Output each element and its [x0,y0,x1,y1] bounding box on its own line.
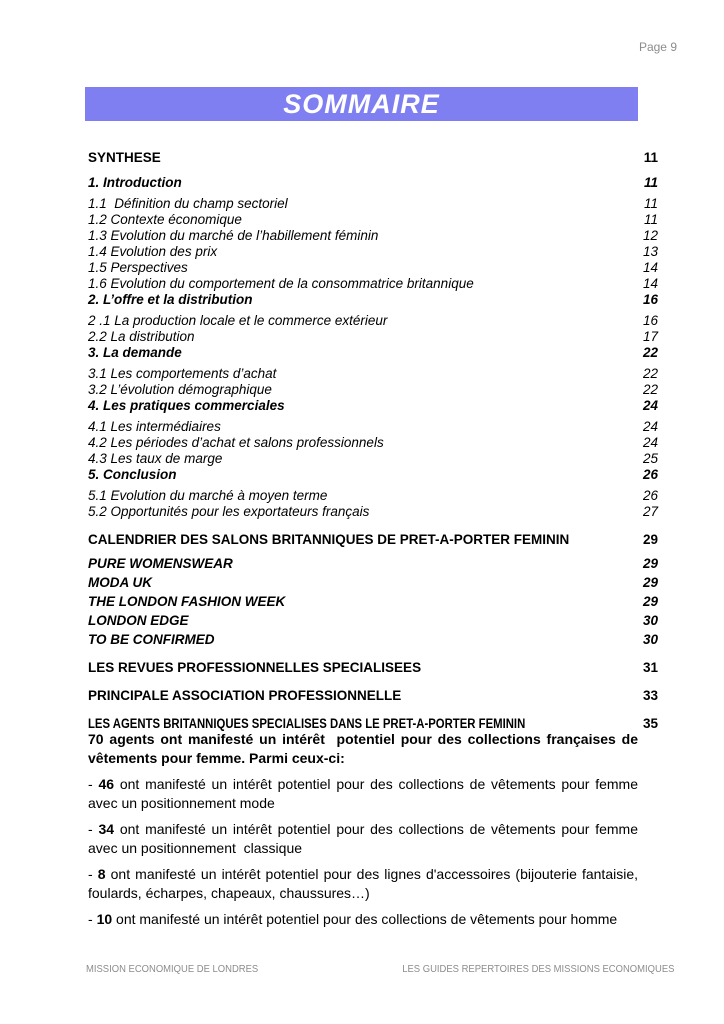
toc-entry-page: 24 [642,398,658,413]
paragraph-dash: - [88,911,97,927]
toc-entry-page: 30 [642,613,658,628]
toc-entry-page: 22 [642,382,658,397]
toc-entry-label: 1.1 Définition du champ sectoriel [88,196,288,211]
toc-entry [88,196,658,212]
toc-entry-page: 29 [642,575,658,590]
paragraph-number: 8 [97,866,106,882]
toc-entry-page: 12 [642,228,658,243]
toc-entry-label: TO BE CONFIRMED [88,632,215,647]
toc-entry [88,398,658,414]
toc-entry [88,244,658,260]
toc-entry-label: 3.2 L’évolution démographique [88,382,272,397]
toc-entry [88,435,658,451]
toc-entry-label: 2 .1 La production locale et le commerce extérieur [88,313,388,328]
paragraph-dash: - [88,776,99,792]
toc-entry [88,575,658,591]
toc-entry [88,150,658,166]
toc-entry-label: LONDON EDGE [88,613,189,628]
toc-entry [88,292,658,308]
toc-entry [88,451,658,467]
paragraph [88,730,642,768]
toc-entry [88,613,658,629]
toc-entry-label: 1.6 Evolution du comportement de la consommatrice britannique [88,276,474,291]
toc-entry-page: 30 [642,632,658,647]
footer-left-label: MISSION ECONOMIQUE DE LONDRES [86,963,259,975]
toc-entry [88,329,658,345]
toc-entry-page: 13 [642,244,658,259]
toc-entry-label: 1.4 Evolution des prix [88,244,218,259]
footer [86,963,674,975]
paragraph-text: ont manifesté un intérêt potentiel pour des lignes d'accessoires (bijouterie fantaisie, foulards, écharpes, chapeaux, chaussures…) [88,866,642,901]
toc-entry-label: 2.2 La distribution [88,329,195,344]
paragraph-number: 70 [88,731,104,747]
toc-entry [88,228,658,244]
toc-entry-page: 11 [643,175,658,190]
toc-entry-label: 3.1 Les comportements d’achat [88,366,277,381]
toc-entry-label: 5. Conclusion [88,467,177,482]
toc-entry-page: 29 [642,532,658,547]
toc-entry [88,419,658,435]
toc-entry [88,660,658,676]
page-number-label: Page 9 [638,40,677,54]
paragraph [88,865,642,903]
summary-paragraphs [88,730,642,929]
toc-entry-page: 11 [643,150,658,165]
toc-entry-label: PRINCIPALE ASSOCIATION PROFESSIONNELLE [88,688,402,703]
toc-entry-page: 22 [642,345,658,360]
toc-entry [88,688,658,704]
toc-entry-label: 4. Les pratiques commerciales [88,398,285,413]
paragraph-number: 10 [96,911,113,927]
paragraph-dash: - [88,866,98,882]
toc-entry [88,488,658,504]
toc-entry-page: 26 [642,488,658,503]
paragraph [88,820,642,858]
toc-entry-label: 4.1 Les intermédiaires [88,419,221,434]
paragraph-text: ont manifesté un intérêt potentiel pour des collections de vêtements pour femme avec un positionnement classique [88,821,642,856]
toc-entry [88,260,658,276]
toc-entry-page: 16 [642,292,658,307]
toc-entry-page: 29 [642,594,658,609]
toc-entry-page: 31 [642,660,658,675]
paragraph [88,775,642,813]
toc-entry [88,632,658,648]
toc-entry-page: 17 [642,329,658,344]
toc-entry [88,594,658,610]
paragraph [88,910,638,929]
toc-entry [88,345,658,361]
paragraph-text: ont manifesté un intérêt potentiel pour des collections de vêtements pour homme [112,911,618,927]
toc-entry-label: 1.3 Evolution du marché de l’habillement féminin [88,228,379,243]
toc-entry [88,382,658,398]
toc-entry-label: 1.2 Contexte économique [88,212,242,227]
toc-entry [88,366,658,382]
toc-entry-page: 11 [643,196,658,211]
toc-entry-label: 3. La demande [88,345,182,360]
toc-entry-page: 29 [642,556,658,571]
toc-entry-page: 24 [642,419,658,434]
toc-entry [88,175,658,191]
toc-entry-label: PURE WOMENSWEAR [88,556,233,571]
toc-entry [88,212,658,228]
toc-entry [88,313,658,329]
toc-entry-page: 14 [642,260,658,275]
toc-entry-label: 1.5 Perspectives [88,260,188,275]
paragraph-number: 34 [98,821,115,837]
footer-right-label: LES GUIDES REPERTOIRES DES MISSIONS ECONOMIQUES [401,963,674,975]
toc-entry [88,532,658,548]
toc-entry-page: 35 [642,716,658,731]
toc-entry [88,467,658,483]
toc-entry-label: 2. L’offre et la distribution [88,292,253,307]
toc-entry-label: CALENDRIER DES SALONS BRITANNIQUES DE PRET-A-PORTER FEMININ [88,532,570,547]
paragraph-dash: - [88,821,99,837]
toc-entry [88,556,658,572]
sommaire-banner [85,87,638,121]
toc-entry-page: 22 [642,366,658,381]
toc-entry-label: LES AGENTS BRITANNIQUES SPECIALISES DANS LE PRET-A-PORTER FEMININ [88,716,526,731]
toc-entry-page: 33 [642,688,658,703]
toc-entry-label: THE LONDON FASHION WEEK [88,594,286,609]
paragraph-number: 46 [98,776,115,792]
toc-entry-label: 4.3 Les taux de marge [88,451,223,466]
toc-entry-label: 1. Introduction [88,175,182,190]
toc-entry-page: 11 [643,212,658,227]
toc-entry-label: 4.2 Les périodes d’achat et salons professionnels [88,435,384,450]
toc-entry-page: 14 [642,276,658,291]
toc-entry-label: LES REVUES PROFESSIONNELLES SPECIALISEES [88,660,422,675]
toc-entry-label: 5.1 Evolution du marché à moyen terme [88,488,328,503]
toc-entry-page: 26 [642,467,658,482]
toc-entry-page: 27 [642,504,658,519]
paragraph-text: agents ont manifesté un intérêt potentiel pour des collections françaises de vêtements pour femme. Parmi ceux-ci: [88,731,642,766]
toc-entry-label: 5.2 Opportunités pour les exportateurs français [88,504,370,519]
toc-entry-page: 25 [642,451,658,466]
toc-entry [88,504,658,520]
toc-entry-label: SYNTHESE [88,150,161,165]
toc-entry-page: 24 [642,435,658,450]
sommaire-title: SOMMAIRE [283,89,440,119]
toc-entry-page: 16 [642,313,658,328]
paragraph-text: ont manifesté un intérêt potentiel pour des collections de vêtements pour femme avec un positionnement mode [88,776,642,811]
table-of-contents [88,150,658,732]
toc-entry-label: MODA UK [88,575,152,590]
toc-entry [88,276,658,292]
